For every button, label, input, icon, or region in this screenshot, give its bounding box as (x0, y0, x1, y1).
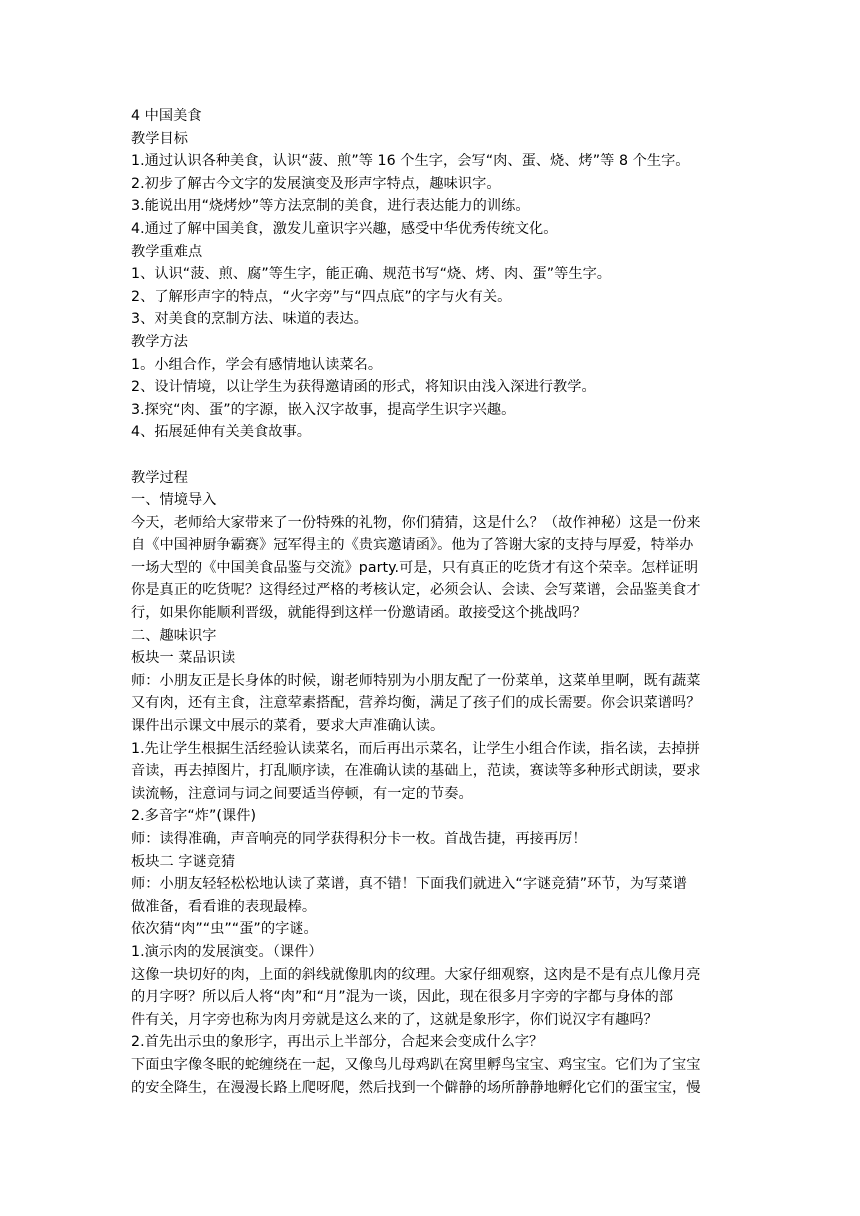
paragraph-line: 件有关，月字旁也称为肉月旁就是这么来的了，这就是象形字，你们说汉字有趣吗？ (131, 1011, 658, 1028)
key-point-item: 3、对美食的烹制方法、味道的表达。 (131, 311, 368, 328)
paragraph-line: 今天，老师给大家带来了一份特殊的礼物，你们猜猜，这是什么？（故作神秘）这是一份来 (131, 514, 701, 531)
objective-item: 2.初步了解古今文字的发展演变及形声字特点，趣味识字。 (131, 175, 501, 192)
paragraph-line: 自《中国神厨争霸赛》冠军得主的《贵宾邀请函》。他为了答谢大家的支持与厚爱，特举办 (131, 537, 694, 554)
paragraph-line: 你是真正的吃货呢？这得经过严格的考核认定，必须会认、会读、会写菜谱，会品鉴美食才 (131, 582, 701, 599)
paragraph-line: 师：小朋友轻轻松松地认读了菜谱，真不错！下面我们就进入“字谜竞猜”环节，为写菜谱 (131, 876, 687, 893)
paragraph-line: 1.先让学生根据生活经验认读菜名，而后再出示菜名，让学生小组合作读，指名读，去掉拼 (131, 740, 700, 757)
section-heading-methods: 教学方法 (131, 333, 188, 350)
paragraph-line: 一场大型的《中国美食品鉴与交流》party.可是，只有真正的吃货才有这个荣幸。怎样证明 (131, 559, 699, 576)
paragraph-line: 依次猜“肉”“虫”“蛋”的字谜。 (131, 921, 318, 938)
paragraph-line: 做准备，看看谁的表现最棒。 (131, 898, 317, 915)
paragraph-line: 行，如果你能顺利晋级，就能得到这样一份邀请函。敢接受这个挑战吗？ (131, 605, 587, 622)
paragraph-line: 又有肉，还有主食，注意荤素搭配，营养均衡，满足了孩子们的成长需要。你会识菜谱吗？ (131, 695, 701, 712)
paragraph-line: 课件出示课文中展示的菜肴，要求大声准确认读。 (131, 718, 445, 735)
method-item: 1。小组合作，学会有感情地认读菜名。 (131, 356, 383, 373)
block-heading: 板块二 字谜竞猜 (131, 853, 236, 870)
lesson-title: 4 中国美食 (131, 108, 202, 124)
objective-item: 1.通过认识各种美食，认识“菠、煎”等 16 个生字，会写“肉、蛋、烧、烤”等 8 个生字。 (131, 153, 690, 170)
document-page (131, 105, 741, 1099)
paragraph-line: 这像一块切好的肉，上面的斜线就像肌肉的纹理。大家仔细观察，这肉是不是有点儿像月亮 (131, 966, 701, 983)
paragraph-line: 音读，再去掉图片，打乱顺序读，在准确认读的基础上，范读，赛读等多种形式朗读，要求 (131, 763, 701, 780)
paragraph-line: 师：小朋友正是长身体的时候，谢老师特别为小朋友配了一份菜单，这菜单里啊，既有蔬菜 (131, 672, 701, 689)
paragraph-line: 2.首先出示虫的象形字，再出示上半部分，合起来会变成什么字？ (131, 1034, 544, 1051)
paragraph-line: 的月字呀？所以后人将“肉”和“月”混为一谈，因此，现在很多月字旁的字都与身体的部 (131, 989, 674, 1006)
paragraph-line: 读流畅，注意词与词之间要适当停顿，有一定的节奏。 (131, 785, 473, 802)
subsection-heading: 二、趣味识字 (131, 627, 217, 644)
key-point-item: 2、了解形声字的特点，“火字旁”与“四点底”的字与火有关。 (131, 288, 512, 305)
section-heading-objectives: 教学目标 (131, 130, 188, 147)
objective-item: 4.通过了解中国美食，激发儿童识字兴趣，感受中华优秀传统文化。 (131, 220, 558, 237)
blank-line (131, 444, 741, 467)
paragraph-line: 师：读得准确，声音响亮的同学获得积分卡一枚。首战告捷，再接再厉！ (131, 831, 587, 847)
paragraph-line: 2.多音字“炸”(课件) (131, 808, 257, 825)
method-item: 3.探究“肉、蛋”的字源，嵌入汉字故事，提高学生识字兴趣。 (131, 401, 516, 418)
paragraph-line: 1.演示肉的发展演变。（课件） (131, 943, 323, 960)
method-item: 4、拓展延伸有关美食故事。 (131, 424, 311, 441)
paragraph-line: 的安全降生，在漫漫长路上爬呀爬，然后找到一个僻静的场所静静地孵化它们的蛋宝宝，慢 (131, 1079, 701, 1096)
section-heading-key-points: 教学重难点 (131, 243, 203, 260)
paragraph-line: 下面虫字像冬眠的蛇缠绕在一起，又像鸟儿母鸡趴在窝里孵鸟宝宝、鸡宝宝。它们为了宝宝 (131, 1056, 701, 1073)
block-heading: 板块一 菜品识读 (131, 650, 236, 667)
key-point-item: 1、认识“菠、煎、腐”等生字，能正确、规范书写“烧、烤、肉、蛋”等生字。 (131, 266, 612, 283)
section-heading-process: 教学过程 (131, 469, 188, 486)
objective-item: 3.能说出用“烧烤炒”等方法烹制的美食，进行表达能力的训练。 (131, 198, 530, 215)
method-item: 2、设计情境，以让学生为获得邀请函的形式，将知识由浅入深进行教学。 (131, 379, 596, 396)
subsection-heading: 一、情境导入 (131, 492, 217, 509)
